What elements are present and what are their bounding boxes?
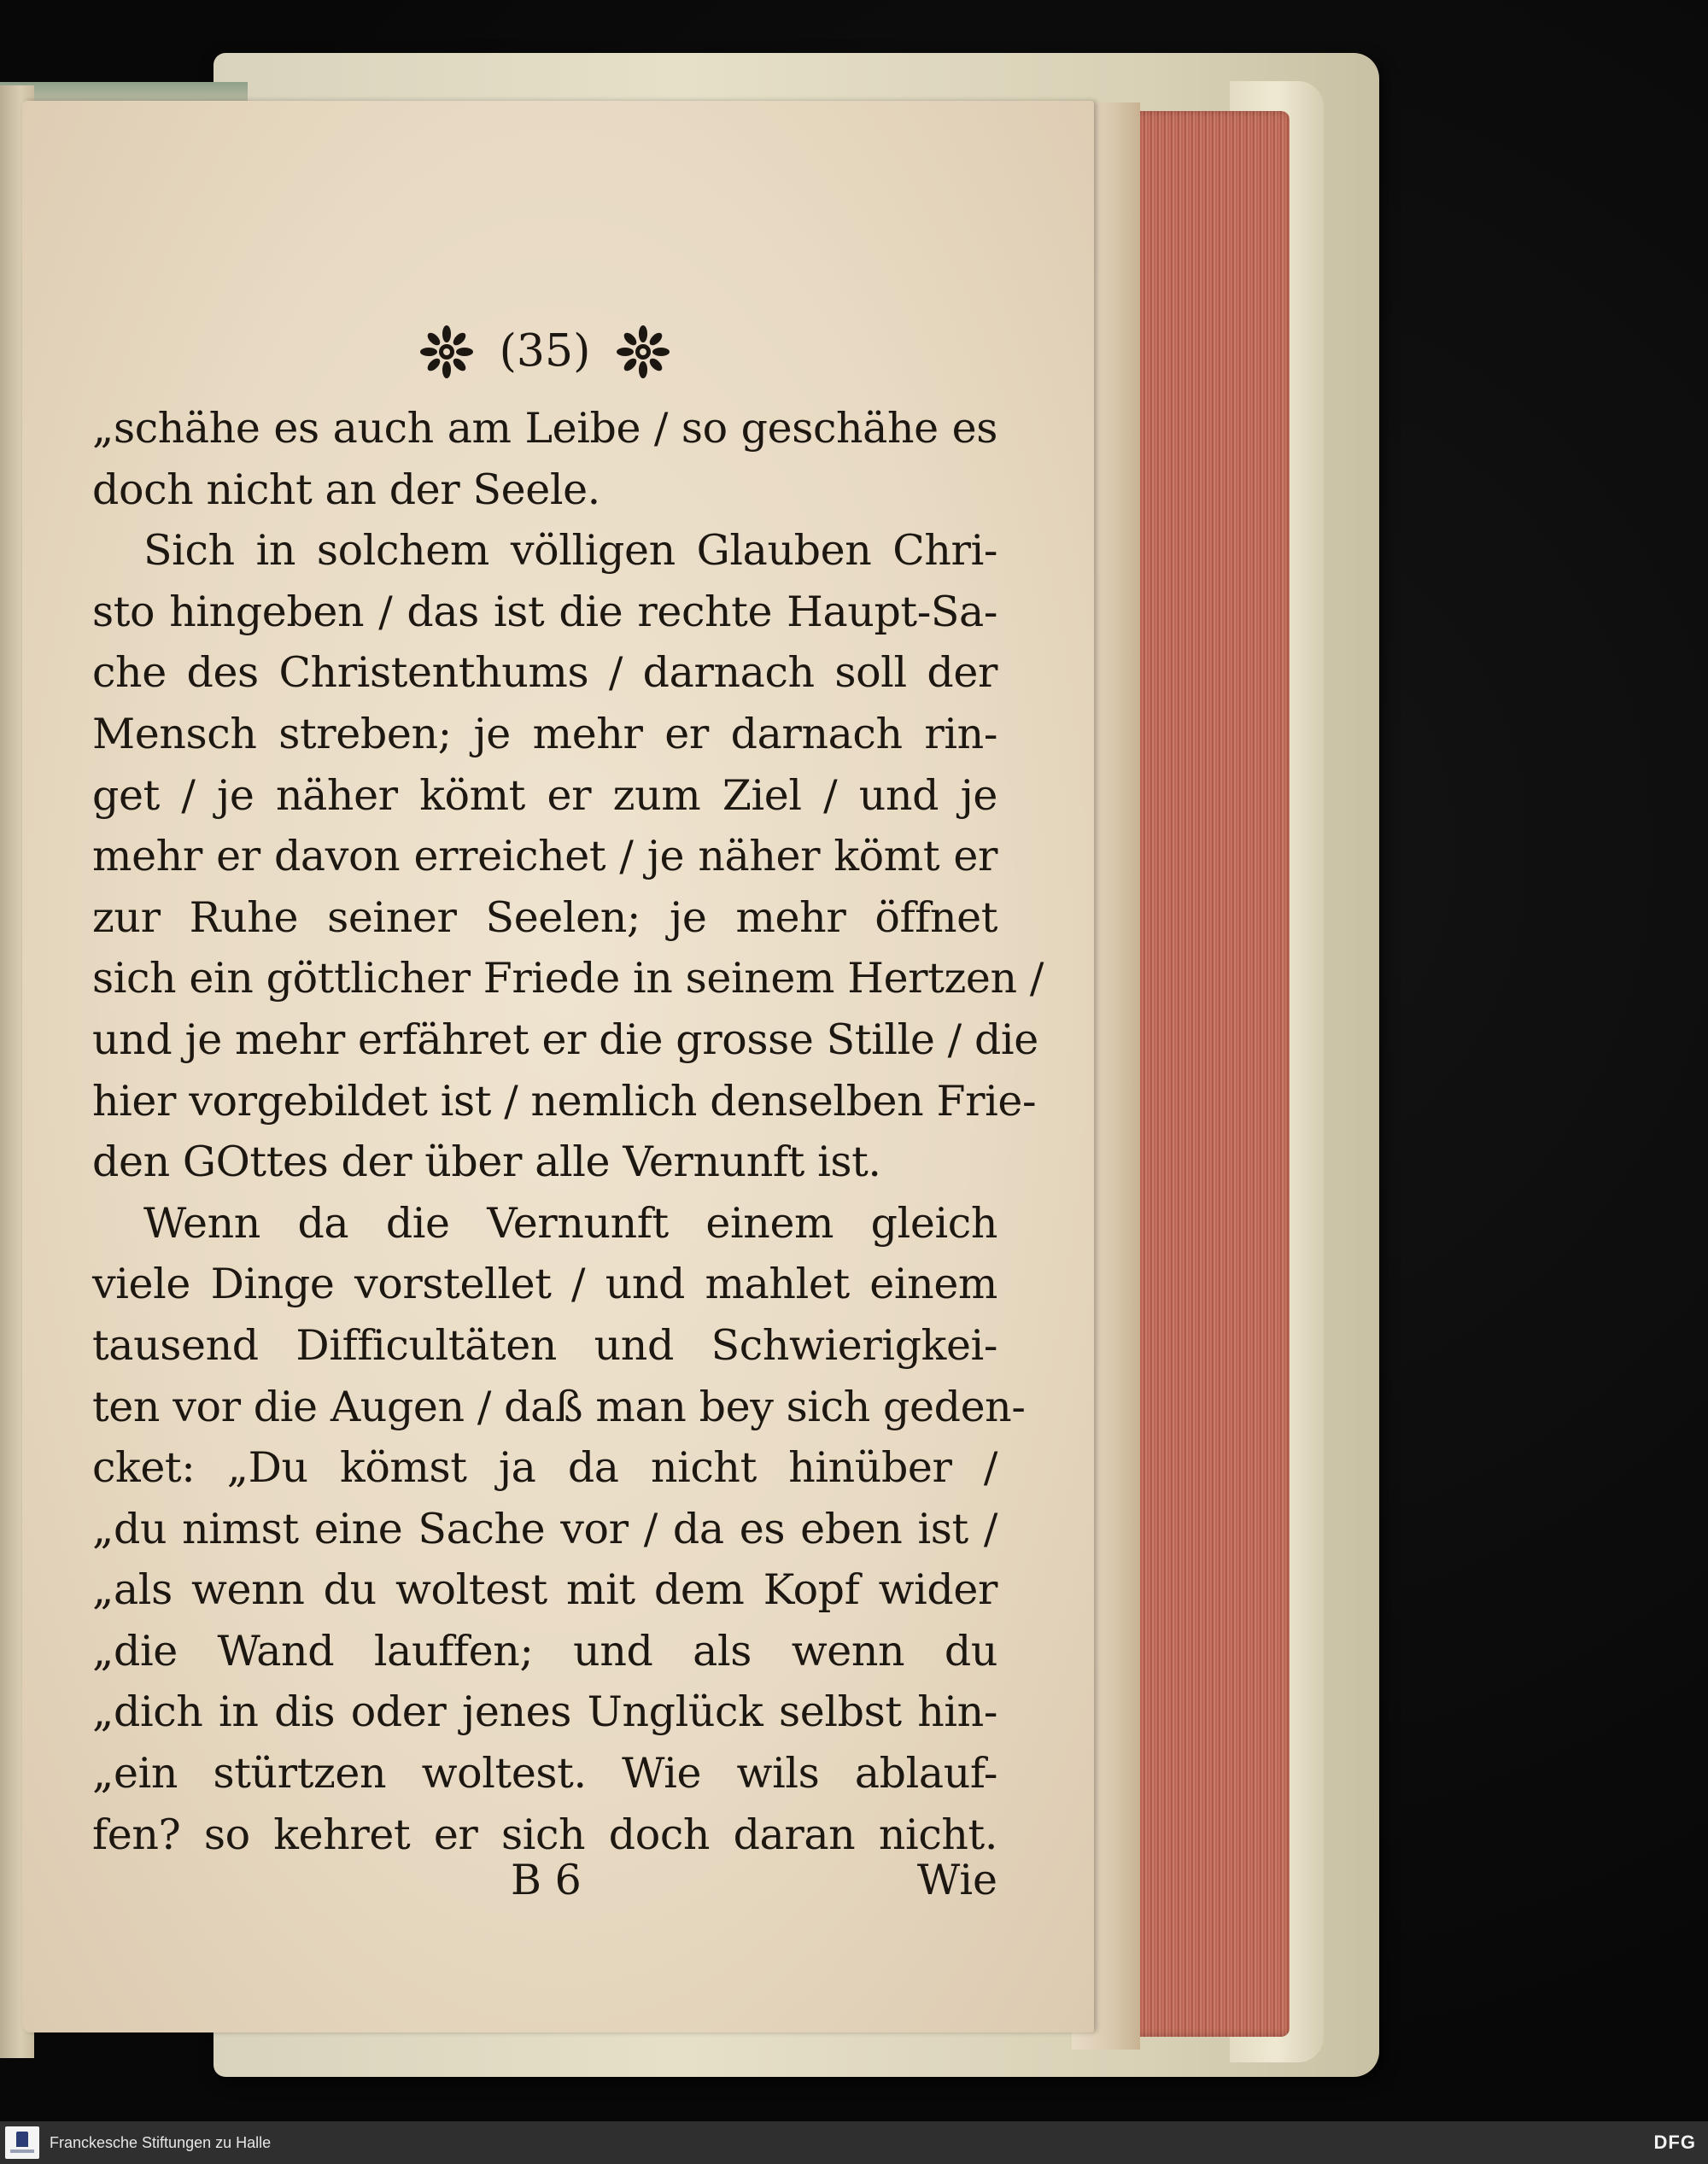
text-line: sich ein göttlicher Friede in seinem Hertzen /	[92, 954, 1044, 1003]
francke-foundations-logo-icon	[5, 2126, 39, 2159]
text-line: cket: „Du kömst ja da nicht hinüber /	[92, 1443, 997, 1493]
text-line: „als wenn du woltest mit dem Kopf wider	[92, 1565, 997, 1615]
text-line: fen? so kehret er sich doch daran nicht.	[92, 1810, 997, 1859]
text-line: che des Christenthums / darnach soll der	[92, 648, 997, 698]
text-line: tausend Difficultäten und Schwierigkei-	[92, 1320, 997, 1370]
body-text	[92, 398, 1044, 1865]
text-line: mehr er davon erreichet / je näher kömt er	[92, 832, 997, 881]
text-line: doch nicht an der Seele.	[92, 465, 600, 514]
text-line: Mensch streben; je mehr er darnach rin-	[92, 709, 997, 758]
signature-mark: B 6	[511, 1856, 582, 1904]
flower-ornament-icon	[617, 325, 670, 378]
left-page-edge	[0, 82, 248, 101]
text-line: „ein stürtzen woltest. Wie wils ablauf-	[92, 1749, 997, 1798]
page-footer	[92, 1850, 997, 1911]
flower-ornament-icon	[420, 325, 473, 378]
text-line: viele Dinge vorstellet / und mahlet einem	[92, 1260, 997, 1309]
text-line: Wenn da die Vernunft einem gleich	[143, 1198, 997, 1248]
book-page	[22, 101, 1094, 2032]
attribution-bar	[0, 2121, 1708, 2164]
text-line: „die Wand lauffen; und als wenn du	[92, 1626, 997, 1676]
page-number: (35)	[499, 325, 591, 377]
catchword: Wie	[916, 1856, 997, 1904]
red-fore-edge	[1127, 111, 1290, 2037]
text-line: sto hingeben / das ist die rechte Haupt-Sa-	[92, 587, 997, 636]
text-line: „schähe es auch am Leibe / so geschähe es	[92, 404, 997, 453]
dfg-logo: DFG	[1653, 2132, 1696, 2153]
institution-name: Franckesche Stiftungen zu Halle	[50, 2134, 272, 2151]
text-line: zur Ruhe seiner Seelen; je mehr öffnet	[92, 892, 997, 942]
text-line: hier vorgebildet ist / nemlich denselben Frie-	[92, 1076, 1037, 1126]
text-line: „du nimst eine Sache vor / da es eben ist /	[92, 1504, 997, 1553]
text-line: Sich in solchem völligen Glauben Chri-	[143, 526, 997, 576]
text-line: „dich in dis oder jenes Unglück selbst hin-	[92, 1687, 997, 1737]
text-line: den GOttes der über alle Vernunft ist.	[92, 1138, 881, 1187]
text-line: get / je näher kömt er zum Ziel / und je	[92, 770, 997, 820]
text-line: ten vor die Augen / daß man bey sich geden-	[92, 1382, 1026, 1431]
text-line: und je mehr erfähret er die grosse Stille / die	[92, 1015, 1038, 1064]
page-header	[92, 314, 997, 383]
